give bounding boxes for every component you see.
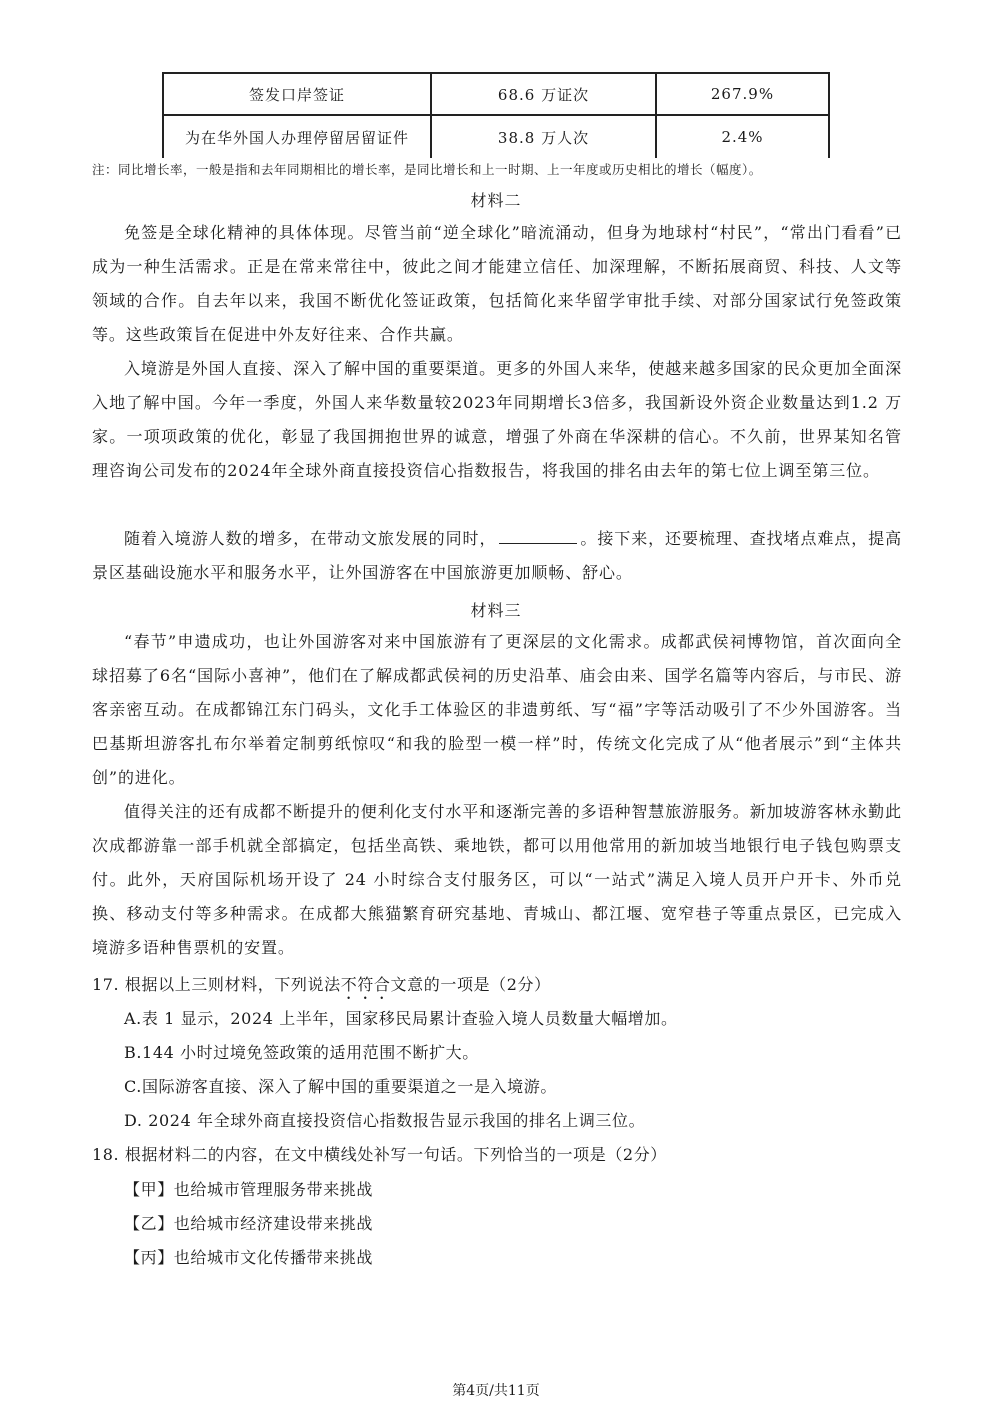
stem-text: 17. 根据以上三则材料，下列说法 — [92, 975, 341, 994]
q17-option-a: A.表 1 显示，2024 上半年，国家移民局累计查验入境人员数量大幅增加。 — [124, 1009, 678, 1028]
q17-option-d: D. 2024 年全球外商直接投资信心指数报告显示我国的排名上调三位。 — [124, 1111, 646, 1130]
material2-paragraph-3 — [92, 522, 902, 590]
table-note: 注：同比增长率，一般是指和去年同期相比的增长率，是同比增长和上一时期、上一年度或历史相比的增长（幅度）。 — [92, 162, 762, 177]
material3-heading: 材料三 — [470, 601, 522, 620]
paragraph-text: 。接下来，还要梳理、查找堵点难点，提高景区基础设施水平和服务水平，让外国游客在中国旅游更加顺畅、舒心。 — [92, 529, 902, 582]
q17-option-b: B.144 小时过境免签政策的适用范围不断扩大。 — [124, 1043, 479, 1062]
q17-option-c: C.国际游客直接、深入了解中国的重要渠道之一是入境游。 — [124, 1077, 557, 1096]
q18-option-jia: 【甲】也给城市管理服务带来挑战 — [124, 1180, 374, 1199]
question-18-stem: 18. 根据材料二的内容，在文中横线处补写一句话。下列恰当的一项是（2分） — [92, 1145, 667, 1164]
table-cell: 2.4% — [656, 115, 829, 158]
material2-paragraph-1: 免签是全球化精神的具体体现。尽管当前“逆全球化”暗流涌动，但身为地球村“村民”，“常出门看看”已成为一种生活需求。正是在常来常往中，彼此之间才能建立信任、加深理解，不断拓展商贸、科技、人文等领域的合作。自去年以来，我国不断优化签证政策，包括简化来华留学审批手续、对部分国家试行免签政策等。这些政策旨在促进中外友好往来、合作共赢。 — [92, 223, 902, 344]
fill-in-blank — [499, 529, 577, 544]
material3-paragraph-2: 值得关注的还有成都不断提升的便利化支付水平和逐渐完善的多语种智慧旅游服务。新加坡游客林永勤此次成都游靠一部手机就全部搞定，包括坐高铁、乘地铁，都可以用他常用的新加坡当地银行电子钱包购票支付。此外，天府国际机场开设了 24 小时综合支付服务区，可以“一站式”满足入境人员开户开卡、外币兑换、移动支付等多种需求。在成都大熊猫繁育研究基地、青城山、都江堰、宽窄巷子等重点景区，已完成入境游多语种售票机的安置。 — [92, 802, 902, 957]
table-cell: 38.8 万人次 — [431, 115, 656, 158]
data-table — [162, 72, 830, 158]
page-number: 第4页/共11页 — [452, 1383, 540, 1399]
q18-option-yi: 【乙】也给城市经济建设带来挑战 — [124, 1214, 374, 1233]
table-cell: 267.9% — [656, 73, 829, 115]
table-cell: 为在华外国人办理停留居留证件 — [163, 115, 431, 158]
table-row — [163, 115, 829, 158]
table-cell: 68.6 万证次 — [431, 73, 656, 115]
material2-heading: 材料二 — [470, 191, 522, 210]
table-row — [163, 73, 829, 115]
material3-paragraph-1: “春节”申遗成功，也让外国游客对来中国旅游有了更深层的文化需求。成都武侯祠博物馆，首次面向全球招募了6名“国际小喜神”，他们在了解成都武侯祠的历史沿革、庙会由来、国学名篇等内容后，与市民、游客亲密互动。在成都锦江东门码头，文化手工体验区的非遗剪纸、写“福”字等活动吸引了不少外国游客。当巴基斯坦游客扎布尔举着定制剪纸惊叹“和我的脸型一模一样”时，传统文化完成了从“他者展示”到“主体共创”的进化。 — [92, 632, 902, 787]
paragraph-text: 随着入境游人数的增多，在带动文旅发展的同时， — [124, 529, 497, 548]
q18-option-bing: 【丙】也给城市文化传播带来挑战 — [124, 1248, 374, 1267]
emphasized-text: 不符合 — [340, 975, 391, 994]
question-17-stem — [92, 972, 551, 1003]
stem-text: 文意的一项是（2分） — [390, 975, 551, 994]
table-cell: 签发口岸签证 — [163, 73, 431, 115]
material2-paragraph-2: 入境游是外国人直接、深入了解中国的重要渠道。更多的外国人来华，使越来越多国家的民众更加全面深入地了解中国。今年一季度，外国人来华数量较2023年同期增长3倍多，我国新设外资企业数量达到1.2 万家。一项项政策的优化，彰显了我国拥抱世界的诚意，增强了外商在华深耕的信心。不久前，世界某知名管理咨询公司发布的2024年全球外商直接投资信心指数报告，将我国的排名由去年的第七位上调至第三位。 — [92, 359, 902, 480]
